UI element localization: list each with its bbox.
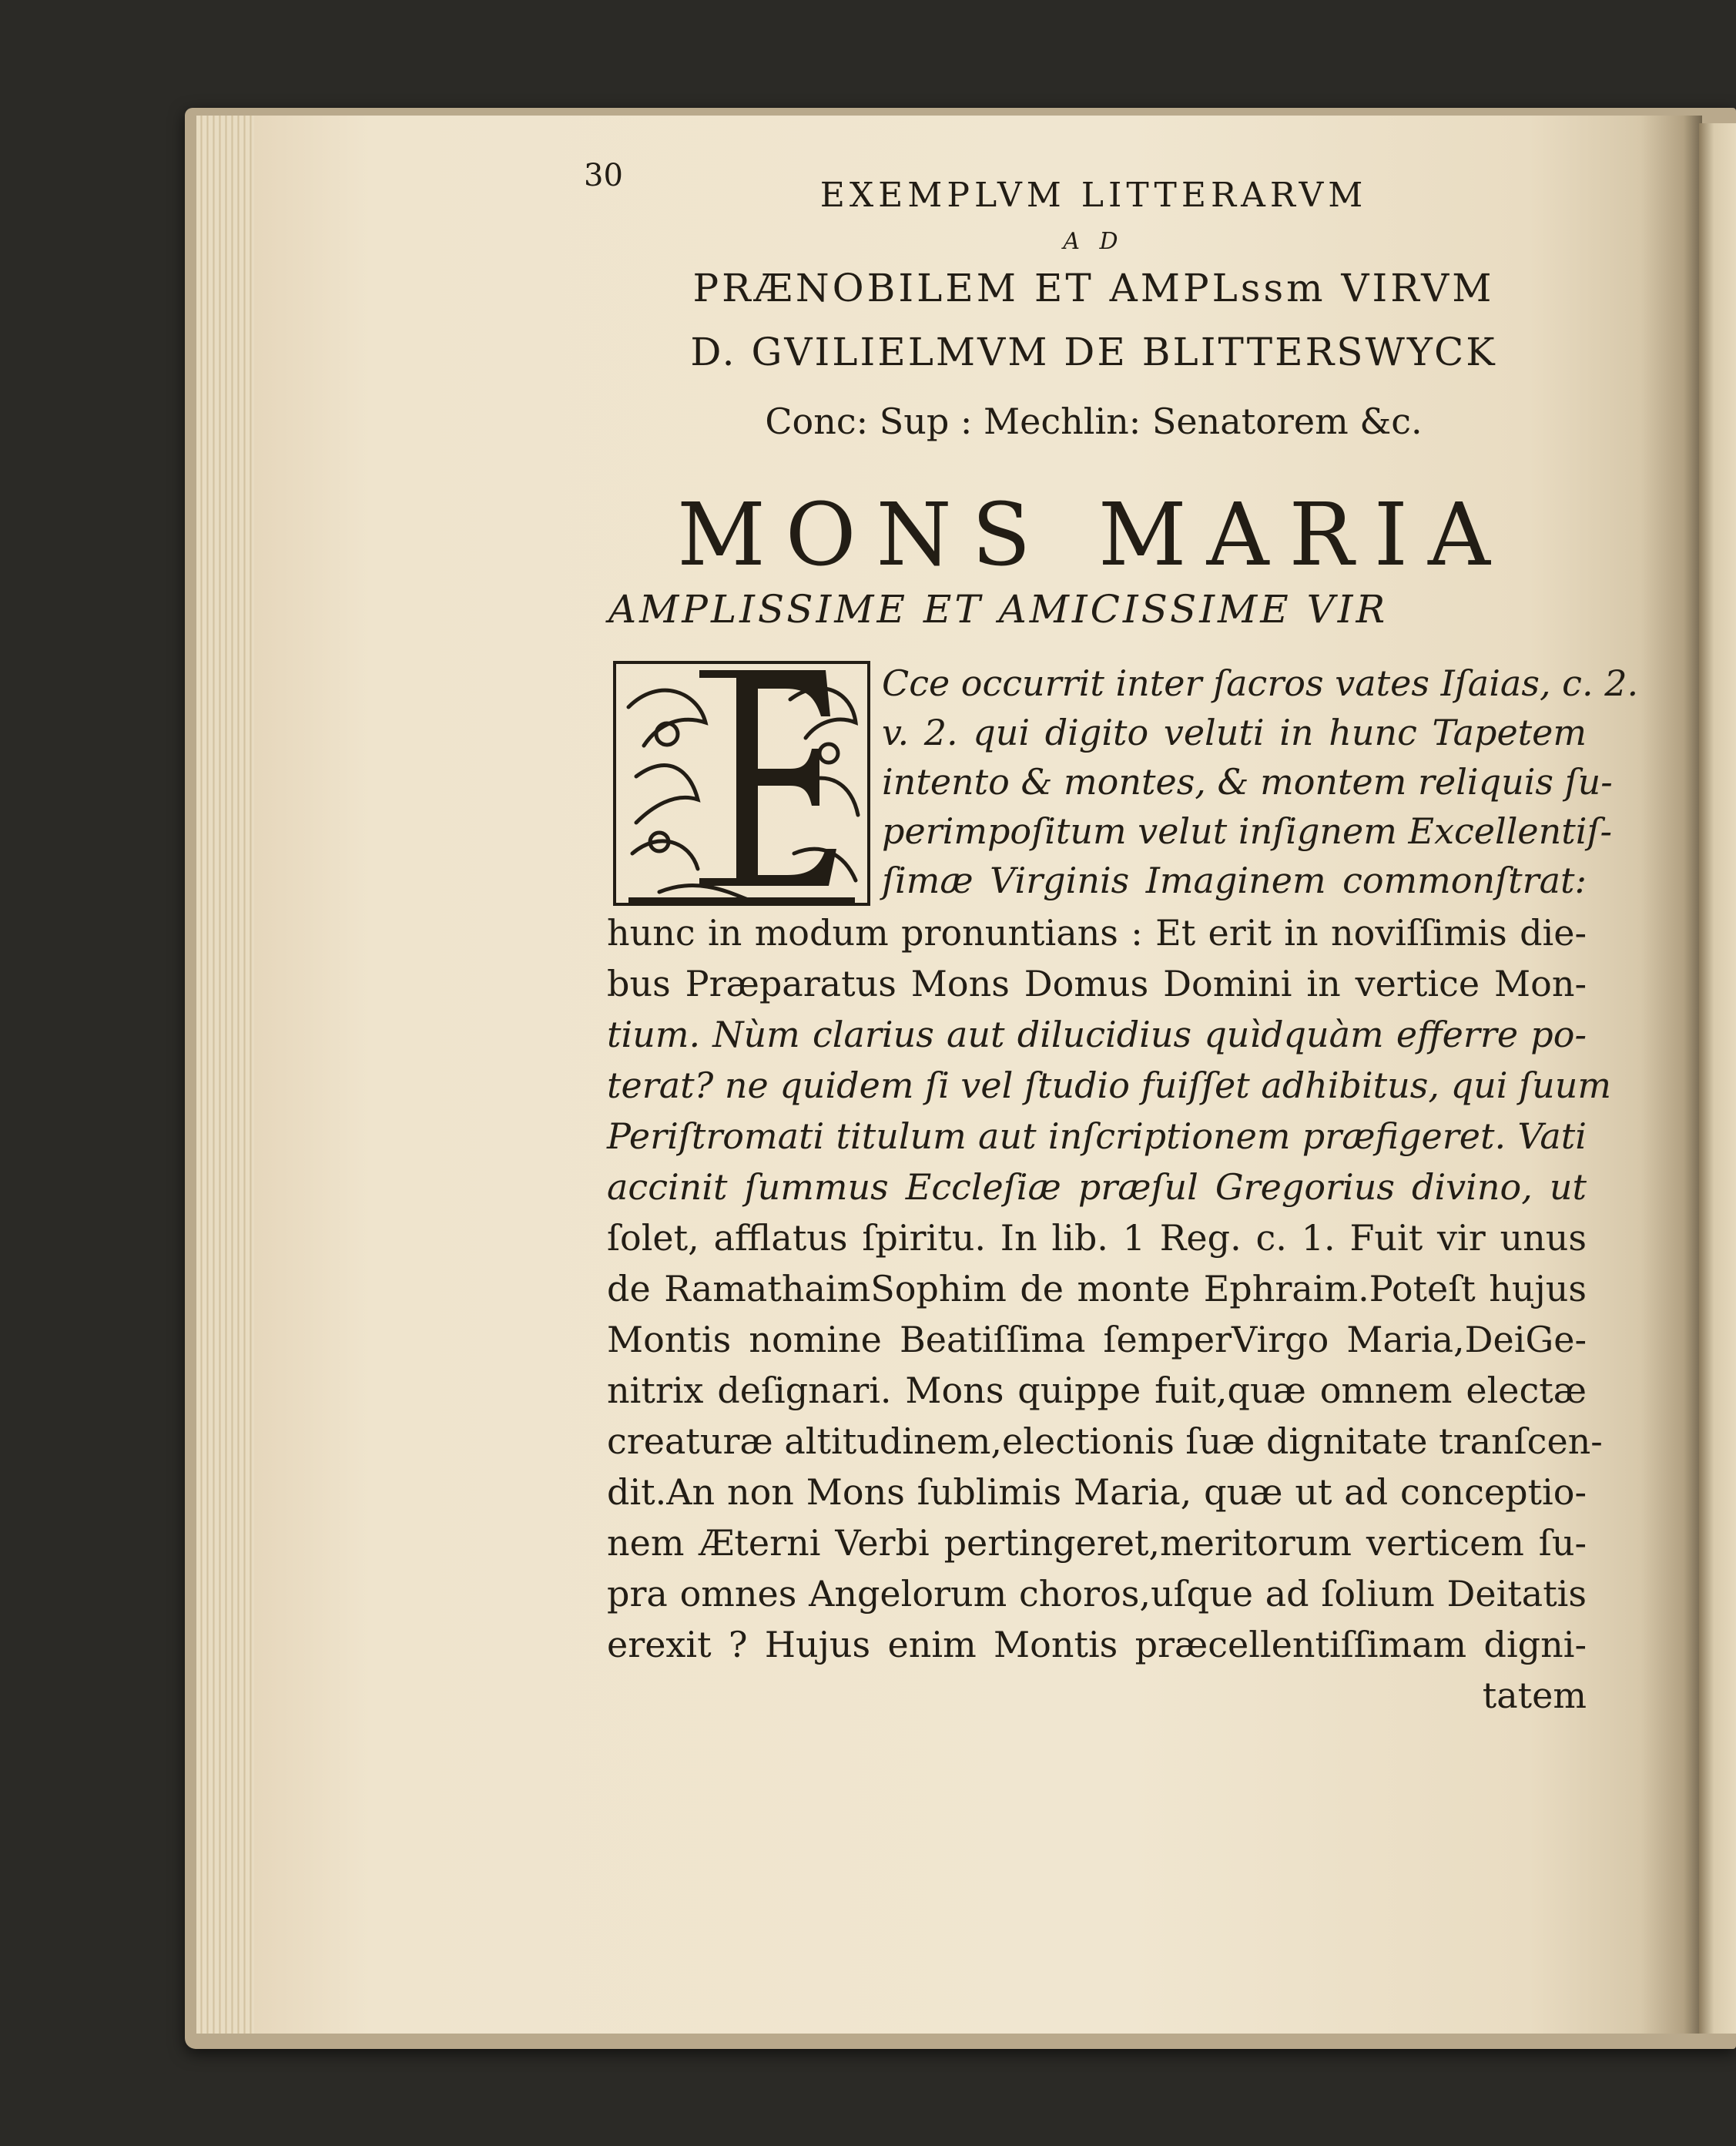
heading-line-3: PRÆNOBILEM ET AMPLssm VIRVM [692,266,1495,310]
body-line-7: bus Præparatus Mons Domus Domini in vertice Mon- [607,963,1587,1004]
body-line-13: de RamathaimSophim de monte Ephraim.Poteſt hujus [607,1268,1587,1309]
body-line-10: Periſtromati titulum aut inſcriptionem præfigeret. Vati [607,1115,1587,1157]
heading-line-5: Conc: Sup : Mechlin: Senatorem &c. [765,401,1423,442]
body-line-8: tium. Nùm clarius aut dilucidius quìdquàm efferre po- [607,1014,1587,1055]
body-line-5: ſimæ Virginis Imaginem commonſtrat: [882,860,1587,901]
body-line-2: v. 2. qui digito veluti in hunc Tapetem [882,712,1587,753]
body-line-19: pra omnes Angelorum choros,uſque ad ſolium Deitatis [607,1573,1587,1615]
catchword: tatem [1482,1675,1587,1716]
body-line-3: intento & montes, & montem reliquis ſu- [882,761,1613,803]
page-title: MONS MARIA [677,485,1510,585]
body-line-9: terat? ne quidem ſi vel ſtudio fuiſſet adhibitus, qui ſuum [607,1065,1611,1106]
body-line-18: nem Æterni Verbi pertingeret,meritorum verticem ſu- [607,1522,1587,1564]
decorated-initial-icon [613,661,870,906]
body-line-16: creaturæ altitudinem,electionis ſuæ dignitate tranſcen- [607,1420,1603,1462]
body-line-1: Cce occurrit inter ſacros vates Iſaias, c. 2. [882,662,1639,704]
heading-line-1: EXEMPLVM LITTERARVM [819,176,1368,215]
body-line-12: ſolet, afflatus ſpiritu. In lib. 1 Reg. c. 1. Fuit vir unus [607,1217,1587,1259]
heading-line-4: D. GVILIELMVM DE BLITTERSWYCK [690,330,1497,374]
body-line-15: nitrix deſignari. Mons quippe fuit,quæ omnem electæ [607,1370,1587,1411]
salutation: AMPLISSIME ET AMICISSIME VIR [608,587,1389,632]
body-line-20: erexit ? Hujus enim Montis præcellentiſſimam digni- [607,1624,1587,1665]
body-line-6: hunc in modum pronuntians : Et erit in noviſſimis die- [607,912,1587,954]
heading-line-2: A D [1063,228,1124,255]
body-line-17: dit.An non Mons ſublimis Maria, quæ ut ad conceptio- [607,1471,1587,1513]
body-line-4: perimpoſitum velut inſignem Excellentiſ- [882,810,1613,852]
page-number: 30 [584,158,623,193]
body-line-14: Montis nomine Beatiſſima ſemperVirgo Maria,DeiGe- [607,1319,1587,1360]
body-line-11: accinit ſummus Eccleſiæ præſul Gregorius divino, ut [607,1166,1587,1208]
